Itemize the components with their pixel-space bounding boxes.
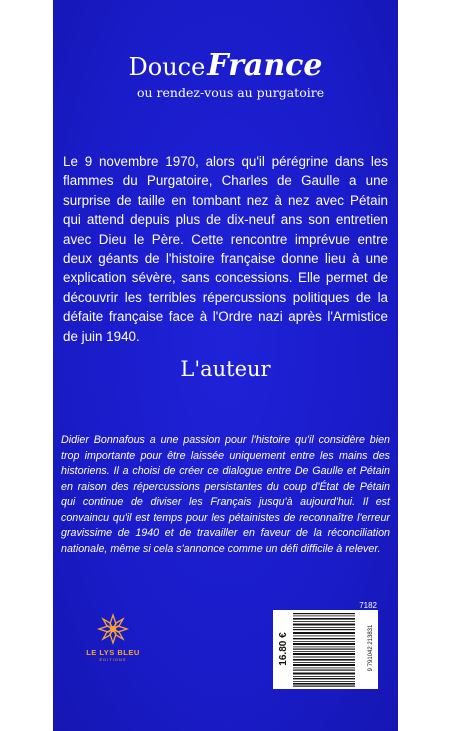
price-label: 16.80 € (278, 632, 289, 666)
title-part-douce: Douce (128, 53, 206, 81)
author-bio: Didier Bonnafous a une passion pour l'histoire qu'il considère bien trop importante pour être laissée uniquement entre les mains des historiens. Il a choisi de créer ce dialogue entre De Gaulle et Pétain en raison des répercussions persistantes du coup d'État de Pétain qui continue de diviser les Français jusqu'à aujourd'hui. Il est convaincu qu'il est temps pour les pétainistes de reconnaître l'erreur gravissime de 1940 et de travailler en faveur de la réconciliation nationale, même si cela s'annonce comme un défi difficile à relever. (61, 434, 390, 555)
barcode-box (273, 610, 378, 689)
isbn-digits: 9 791042 213831 (368, 624, 374, 672)
publisher-sub: ÉDITIONS (99, 657, 127, 662)
book-title (53, 48, 398, 83)
back-cover (53, 0, 398, 731)
lys-flower-icon (96, 612, 130, 646)
publisher-name: LE LYS BLEU (86, 648, 140, 657)
publisher-logo (78, 612, 148, 662)
reference-number: 7182 (359, 601, 377, 610)
title-part-france: France (207, 48, 323, 83)
author-heading: L'auteur (180, 357, 271, 381)
barcode-icon (293, 610, 355, 689)
book-blurb: Le 9 novembre 1970, alors qu'il pérégrine dans les flammes du Purgatoire, Charles de Gaulle a une surprise de taille en tombant nez à nez avec Pétain qui attend depuis plus de dix-neuf ans son entretien avec Dieu le Père. Cette rencontre imprévue entre deux géants de l'histoire française donne lieu à une explication sévère, sans concessions. Elle permet de découvrir les terribles répercussions politiques de la défaite française face à l'Ordre nazi après l'Armistice de juin 1940. (63, 154, 388, 344)
book-subtitle: ou rendez-vous au purgatoire (137, 85, 325, 100)
